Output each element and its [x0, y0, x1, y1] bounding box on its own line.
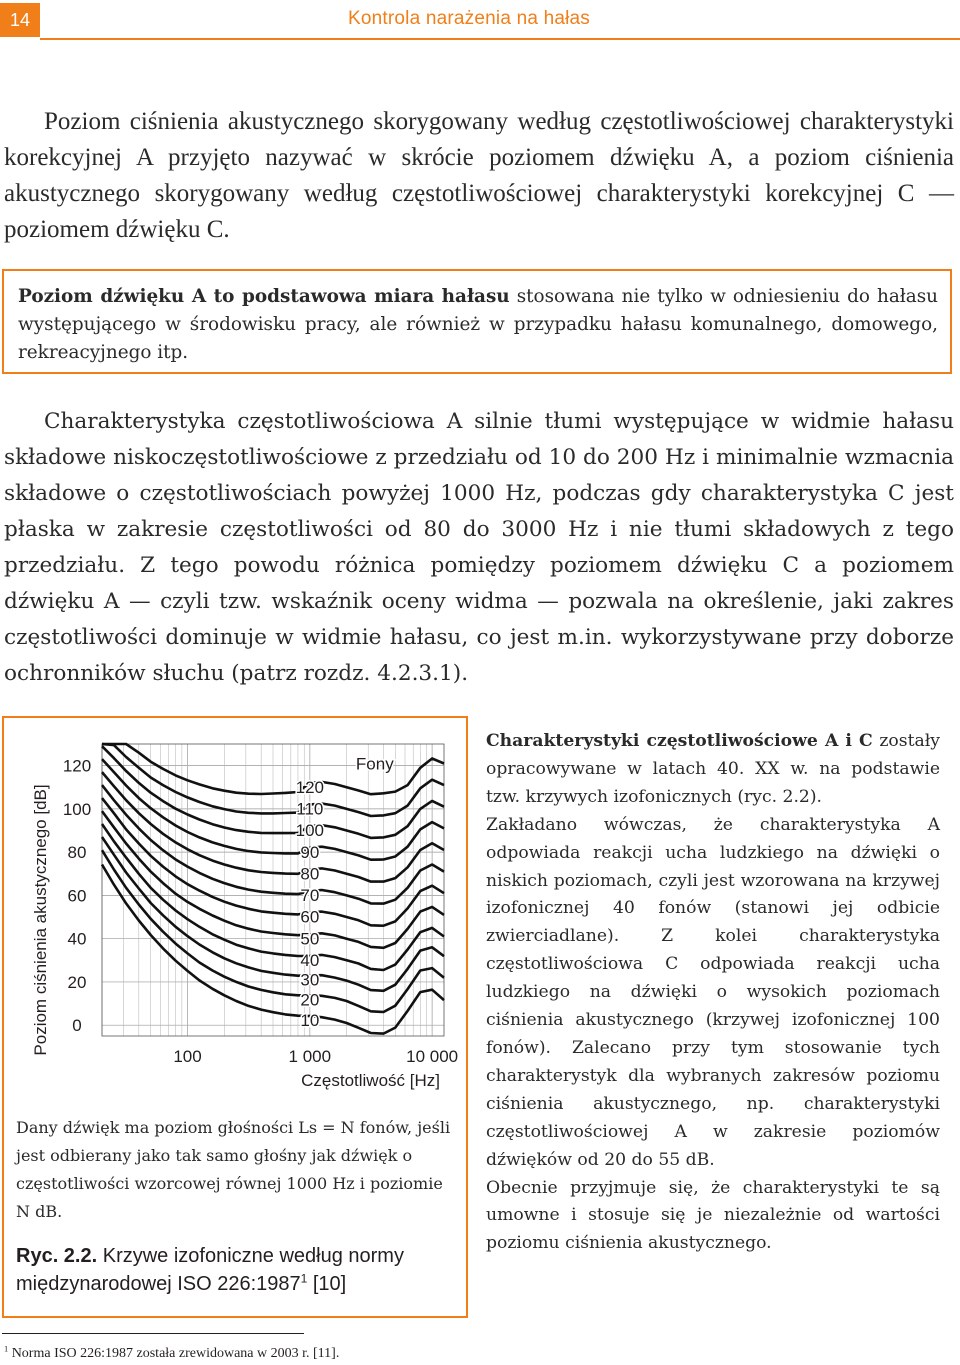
- series-label-90: 90: [300, 842, 320, 862]
- page-number: 14: [0, 3, 40, 37]
- series-label-30: 30: [300, 970, 320, 990]
- sidebar-paragraph-1-text: zostały opracowywane w latach 40. XX w. na podstawie tzw. krzywych izofonicznych (ryc. 2.2).: [486, 731, 941, 807]
- body-paragraph: Charakterystyka częstotliwościowa A silnie tłumi występujące w widmie hałasu składowe niskoczęstotliwościowe z przedziału od 10 do 200 Hz i minimalnie wzmacnia składowe o częstotliwościach powyżej 1000 Hz, podczas gdy charakterystyka C jest płaska w zakresie częstotliwości od 80 do 3000 Hz i nie tłumi składowych z tego przedziału. Z tego powodu różnica pomiędzy poziomem dźwięku C a poziomem dźwięku A — czyli tzw. wskaźnik oceny widma — pozwala na określenie, jaki zakres częstotliwości dominuje w widmie hałasu, co jest m.in. wykorzystywane przy doborze ochronników słuchu (patrz rozdz. 4.2.3.1).: [4, 409, 954, 686]
- legend-title: Fony: [355, 754, 394, 774]
- series-label-120: 120: [295, 777, 325, 797]
- sidebar-paragraph-1: [486, 728, 940, 812]
- y-tick-label: 0: [72, 1016, 82, 1036]
- footnote-mark: 1: [4, 1344, 9, 1354]
- series-label-60: 60: [300, 907, 320, 927]
- sidebar-paragraph-2: Zakładano wówczas, że charakterystyka A odpowiada reakcji ucha ludzkiego na dźwięki o niskich poziomach, czyli jest wzorowana na krzywej izofonicznej 40 fonów (stanowi jej odbicie zwierciadlane). Z kolei charakterystyka częstotliwościowa C odpowiada reakcji ucha ludzkiego na dźwięki o wysokich poziomach ciśnienia akustycznego (krzywej izofonicznej 100 fonów). Zalecano przy tym stosowanie tych charakterystyk dla wybranych zakresów poziomu ciśnienia akustycznego, np. charakterystyki częstotliwościowej A w zakresie poziomów dźwięków od 20 do 55 dB.: [486, 814, 940, 1170]
- series-label-10: 10: [300, 1011, 320, 1031]
- figure-caption-ref: [10]: [307, 1273, 347, 1295]
- x-axis-label: Częstotliwość [Hz]: [301, 1071, 440, 1090]
- isophon-chart: [22, 736, 459, 1092]
- y-axis-label: Poziom ciśnienia akustycznego [dB]: [31, 784, 50, 1056]
- running-title: Kontrola narażenia na hałas: [348, 8, 591, 29]
- footnote-text: Norma ISO 226:1987 została zrewidowana w 2003 r. [11].: [8, 1346, 340, 1361]
- y-tick-label: 20: [67, 972, 87, 992]
- series-label-20: 20: [300, 990, 320, 1010]
- series-label-80: 80: [300, 864, 320, 884]
- page-header: [0, 0, 960, 44]
- series-label-100: 100: [295, 821, 325, 841]
- header-rule: [40, 38, 960, 40]
- series-label-50: 50: [300, 929, 320, 949]
- figure-caption-label: Ryc. 2.2.: [16, 1245, 98, 1267]
- series-label-70: 70: [300, 886, 320, 906]
- sidebar-bold-lead: Charakterystyki częstotliwościowe A i C: [486, 731, 873, 751]
- x-tick-label: 100: [173, 1047, 202, 1066]
- x-tick-label: 10 000: [406, 1047, 459, 1066]
- intro-paragraph: Poziom ciśnienia akustycznego skorygowany według częstotliwościowej charakterystyki korekcyjnej A przyjęto nazywać w skrócie poziomem dźwięku A, a poziom ciśnienia akustycznego skorygowany według częstotliwościowej charakterystyki korekcyjnej C — poziomem dźwięku C.: [4, 108, 954, 243]
- sidebar-paragraph-3: Obecnie przyjmuje się, że charakterystyki te są umowne i stosuje się je niezależnie od wartości poziomu ciśnienia akustycznego.: [486, 1177, 940, 1254]
- y-tick-label: 80: [67, 843, 87, 863]
- footnote-rule: [2, 1333, 304, 1334]
- highlight-box: [2, 269, 952, 374]
- series-label-40: 40: [300, 950, 320, 970]
- y-tick-label: 100: [62, 799, 92, 819]
- y-tick-label: 40: [67, 929, 87, 949]
- figure-caption-text: Krzywe izofoniczne według normy międzynarodowej ISO 226:1987: [16, 1245, 404, 1295]
- highlight-box-text: stosowana nie tylko w odniesieniu do hałasu występującego w środowisku pracy, ale również w przypadku hałasu komunalnego, domowego, rekreacyjnego itp.: [18, 286, 938, 363]
- x-tick-label: 1 000: [288, 1047, 332, 1066]
- footnote: [4, 1345, 339, 1363]
- figure-caption: [16, 1242, 456, 1298]
- sidebar-text: [486, 728, 940, 1258]
- figure-caption-footnote-mark: 1: [300, 1271, 308, 1286]
- figure-note: Dany dźwięk ma poziom głośności Ls = N fonów, jeśli jest odbierany jako tak samo głośny jak dźwięk o częstotliwości wzorcowej równej 1000 Hz i poziomie N dB.: [16, 1118, 451, 1221]
- figure-box: [2, 716, 468, 1318]
- y-tick-label: 120: [62, 756, 92, 776]
- highlight-box-bold: Poziom dźwięku A to podstawowa miara hałasu: [18, 286, 510, 307]
- y-tick-label: 60: [67, 886, 87, 906]
- series-label-110: 110: [296, 799, 324, 819]
